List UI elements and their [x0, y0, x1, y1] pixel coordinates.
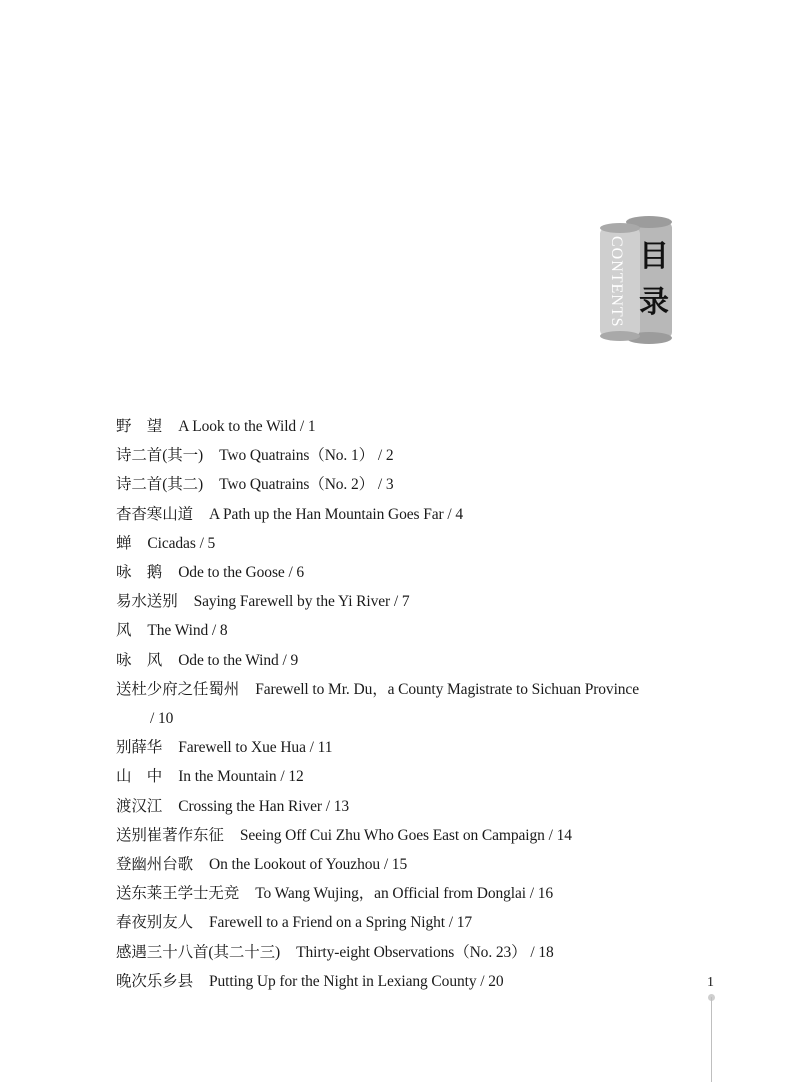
- page-marker-line: [711, 997, 712, 1082]
- entry-title-en: Two Quatrains（No. 2）: [219, 476, 375, 494]
- toc-entry[interactable]: [116, 850, 716, 879]
- entry-title-en: Saying Farewell by the Yi River: [193, 593, 391, 611]
- entry-page-number: / 16: [530, 885, 553, 902]
- entry-page-number: / 10: [150, 710, 173, 727]
- toc-entry[interactable]: [116, 908, 716, 937]
- toc-entry[interactable]: [116, 500, 716, 529]
- toc-entry[interactable]: [116, 616, 716, 645]
- toc-entry[interactable]: [116, 938, 716, 967]
- entry-title-zh: 别薛华: [116, 739, 163, 757]
- entry-title-en: Putting Up for the Night in Lexiang County: [209, 972, 477, 990]
- toc-entry[interactable]: [116, 762, 716, 791]
- entry-title-en: On the Lookout of Youzhou: [209, 856, 381, 874]
- toc-entry[interactable]: [116, 733, 716, 762]
- entry-page-number: / 12: [280, 768, 303, 785]
- entry-page-number: / 7: [394, 593, 410, 610]
- entry-title-zh: 渡汉江: [116, 797, 163, 815]
- entry-title-en: Crossing the Han River: [178, 797, 322, 815]
- toc-entry[interactable]: [116, 879, 716, 908]
- contents-header-emblem: [598, 214, 678, 344]
- entry-page-number: / 14: [549, 827, 572, 844]
- entry-title-zh: 山 中: [116, 768, 163, 786]
- entry-page-number: / 18: [530, 944, 553, 961]
- entry-title-zh: 送杜少府之任蜀州: [116, 680, 240, 698]
- entry-title-zh: 感遇三十八首(其二十三): [116, 943, 281, 961]
- toc-entry[interactable]: [116, 470, 716, 499]
- title-en: CONTENTS: [608, 236, 625, 328]
- entry-title-zh: 野 望: [116, 418, 163, 435]
- toc-entry[interactable]: [116, 646, 716, 675]
- entry-title-zh: 登幽州台歌: [116, 856, 194, 874]
- entry-page-number: / 9: [282, 652, 298, 669]
- entry-page-number: / 6: [288, 564, 304, 581]
- entry-page-number: / 3: [378, 476, 394, 493]
- entry-title-zh: 春夜别友人: [116, 914, 194, 932]
- entry-title-zh: 咏 风: [116, 651, 163, 669]
- entry-continuation: [116, 704, 716, 733]
- entry-page-number: / 13: [326, 798, 349, 815]
- entry-title-zh: 杳杳寒山道: [116, 505, 194, 523]
- entry-title-en: In the Mountain: [178, 768, 277, 786]
- entry-title-en: Ode to the Goose: [178, 564, 285, 582]
- entry-title-en: Two Quatrains（No. 1）: [219, 447, 375, 465]
- entry-title-zh: 诗二首(其二): [116, 476, 204, 494]
- title-zh-2: 录: [639, 285, 669, 320]
- page-number: 1: [707, 975, 714, 990]
- entry-title-en: Ode to the Wind: [178, 651, 279, 669]
- entry-title-zh: 咏 鹅: [116, 564, 163, 582]
- entry-title-zh: 送东莱王学士无竞: [116, 885, 240, 903]
- entry-title-en: A Path up the Han Mountain Goes Far: [209, 505, 444, 523]
- entry-page-number: / 20: [480, 973, 503, 990]
- entry-page-number: / 1: [300, 418, 316, 435]
- entry-title-en: Farewell to Xue Hua: [178, 739, 306, 757]
- toc-entry[interactable]: [116, 821, 716, 850]
- toc-entry[interactable]: [116, 412, 716, 441]
- entry-title-zh: 风: [116, 622, 132, 640]
- entry-page-number: / 17: [449, 914, 472, 931]
- entry-page-number: / 4: [447, 506, 463, 523]
- entry-title-zh: 送别崔著作东征: [116, 826, 224, 844]
- entry-title-en: Thirty-eight Observations（No. 23）: [296, 943, 527, 961]
- toc-entry[interactable]: [116, 558, 716, 587]
- entry-title-en: To Wang Wujing，an Official from Donglai: [255, 885, 527, 903]
- toc-entry[interactable]: [116, 529, 716, 558]
- toc-entry[interactable]: [116, 792, 716, 821]
- entry-title-zh: 晚次乐乡县: [116, 972, 194, 990]
- entry-title-zh: 蝉: [116, 534, 132, 552]
- entry-page-number: / 11: [310, 739, 333, 756]
- entry-page-number: / 5: [200, 535, 216, 552]
- entry-title-en: Farewell to Mr. Du，a County Magistrate to Sichuan Province: [255, 680, 639, 698]
- entry-title-en: The Wind: [147, 622, 209, 640]
- entry-title-en: Farewell to a Friend on a Spring Night: [209, 914, 445, 932]
- toc-entry[interactable]: [116, 587, 716, 616]
- toc-entry[interactable]: [116, 441, 716, 470]
- entry-title-en: A Look to the Wild: [178, 418, 297, 435]
- entry-title-zh: 易水送别: [116, 593, 178, 611]
- toc-entry[interactable]: [116, 675, 716, 733]
- title-zh-1: 目: [639, 239, 669, 274]
- toc-entry[interactable]: [116, 967, 716, 996]
- contents-list: [116, 412, 716, 996]
- entry-title-en: Seeing Off Cui Zhu Who Goes East on Campaign: [239, 826, 545, 844]
- entry-page-number: / 8: [212, 622, 228, 639]
- entry-page-number: / 15: [384, 856, 407, 873]
- entry-title-zh: 诗二首(其一): [116, 447, 204, 465]
- entry-page-number: / 2: [378, 447, 394, 464]
- entry-title-en: Cicadas: [147, 534, 196, 552]
